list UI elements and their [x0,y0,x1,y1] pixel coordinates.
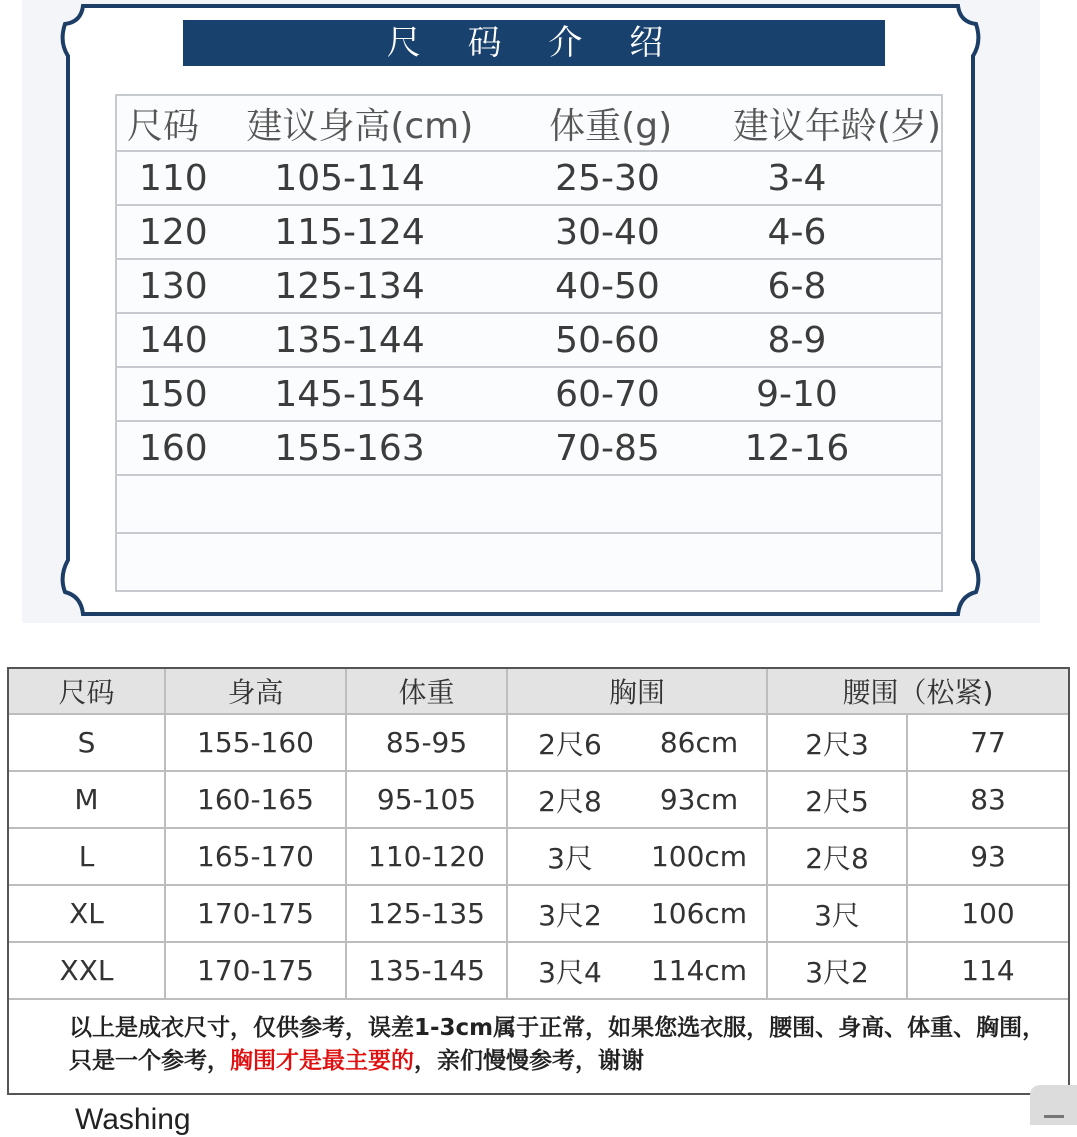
cell-weight: 95-105 [346,771,507,828]
cell-waist-chi: 2尺8 [767,828,907,885]
cell-waist-chi: 2尺3 [767,714,907,771]
table-row [116,313,942,367]
col-header-weight: 体重 [346,669,507,714]
cell-age: 9-10 [713,367,942,421]
menu-icon[interactable] [1030,1085,1077,1125]
col-header-chest: 胸围 [507,669,767,714]
table-row [9,885,1068,942]
cell-height: 160-165 [165,771,346,828]
cell-age: 3-4 [713,151,942,205]
cell-waist-cm: 93 [907,828,1068,885]
cell-weight: 70-85 [523,421,713,475]
cell-age: 6-8 [713,259,942,313]
cell-size: 130 [116,259,242,313]
cell-chest-cm: 106cm [632,885,767,942]
cell-waist-cm: 100 [907,885,1068,942]
table-header-row [9,669,1068,714]
cell-waist-chi: 3尺2 [767,942,907,999]
cell-height: 155-160 [165,714,346,771]
col-header-size: 尺码 [116,95,242,151]
cell-chest-chi: 3尺 [507,828,632,885]
cell-weight: 110-120 [346,828,507,885]
table-row [116,151,942,205]
table-header-row [116,95,942,151]
cell-waist-chi: 3尺 [767,885,907,942]
cell-height: 145-154 [242,367,523,421]
cell-size: XXL [9,942,165,999]
cell-size: 160 [116,421,242,475]
table-row [116,259,942,313]
card-title: 尺 码 介 绍 [183,20,885,66]
col-header-age: 建议年龄(岁) [713,95,942,151]
cell-waist-cm: 83 [907,771,1068,828]
cell-height: 125-134 [242,259,523,313]
cell-height: 135-144 [242,313,523,367]
table-row [9,771,1068,828]
cell-chest-chi: 3尺2 [507,885,632,942]
cell-height: 170-175 [165,942,346,999]
cell-size: L [9,828,165,885]
cell-size: 110 [116,151,242,205]
cell-size: 150 [116,367,242,421]
cell-waist-cm: 114 [907,942,1068,999]
cell-height: 155-163 [242,421,523,475]
cell-weight: 85-95 [346,714,507,771]
cell-chest-cm: 93cm [632,771,767,828]
cell-chest-chi: 2尺6 [507,714,632,771]
cell-chest-cm: 100cm [632,828,767,885]
cell-chest-cm: 86cm [632,714,767,771]
table-row [116,205,942,259]
col-header-waist: 腰围（松紧) [767,669,1068,714]
cell-weight: 40-50 [523,259,713,313]
cell-age: 12-16 [713,421,942,475]
empty-row [116,533,942,591]
col-header-height: 身高 [165,669,346,714]
cell-weight: 25-30 [523,151,713,205]
cell-age: 8-9 [713,313,942,367]
cell-chest-cm: 114cm [632,942,767,999]
age-size-table [115,94,943,592]
table-row [116,367,942,421]
cell-size: XL [9,885,165,942]
cell-size: 120 [116,205,242,259]
cell-age: 4-6 [713,205,942,259]
col-header-height: 建议身高(cm) [242,95,523,151]
menu-bar-icon [1044,1115,1064,1118]
cell-weight: 30-40 [523,205,713,259]
size-note [9,1000,1068,1078]
empty-row [116,475,942,533]
cell-weight: 135-145 [346,942,507,999]
cell-height: 170-175 [165,885,346,942]
table-row [116,421,942,475]
col-header-size: 尺码 [9,669,165,714]
note-highlight: 胸围才是最主要的 [230,1048,414,1074]
cell-size: M [9,771,165,828]
table-row [9,714,1068,771]
cell-size: S [9,714,165,771]
cell-weight: 50-60 [523,313,713,367]
col-header-weight: 体重(g) [523,95,713,151]
cell-waist-chi: 2尺5 [767,771,907,828]
table-row [9,828,1068,885]
cell-height: 105-114 [242,151,523,205]
cell-weight: 60-70 [523,367,713,421]
cell-size: 140 [116,313,242,367]
cell-height: 165-170 [165,828,346,885]
cell-chest-chi: 3尺4 [507,942,632,999]
washing-heading: Washing [75,1103,191,1136]
adult-size-table [9,669,1068,1000]
adult-size-chart [7,667,1070,1095]
cell-height: 115-124 [242,205,523,259]
cell-chest-chi: 2尺8 [507,771,632,828]
table-row [9,942,1068,999]
note-text-end: ，亲们慢慢参考，谢谢 [414,1048,644,1074]
cell-waist-cm: 77 [907,714,1068,771]
cell-weight: 125-135 [346,885,507,942]
note-text: 以上是成衣尺寸，仅供参考，误差1-3cm属于正常，如果您选衣服，腰围、身高、体重、胸围，只是一个参考， [69,1015,1046,1074]
